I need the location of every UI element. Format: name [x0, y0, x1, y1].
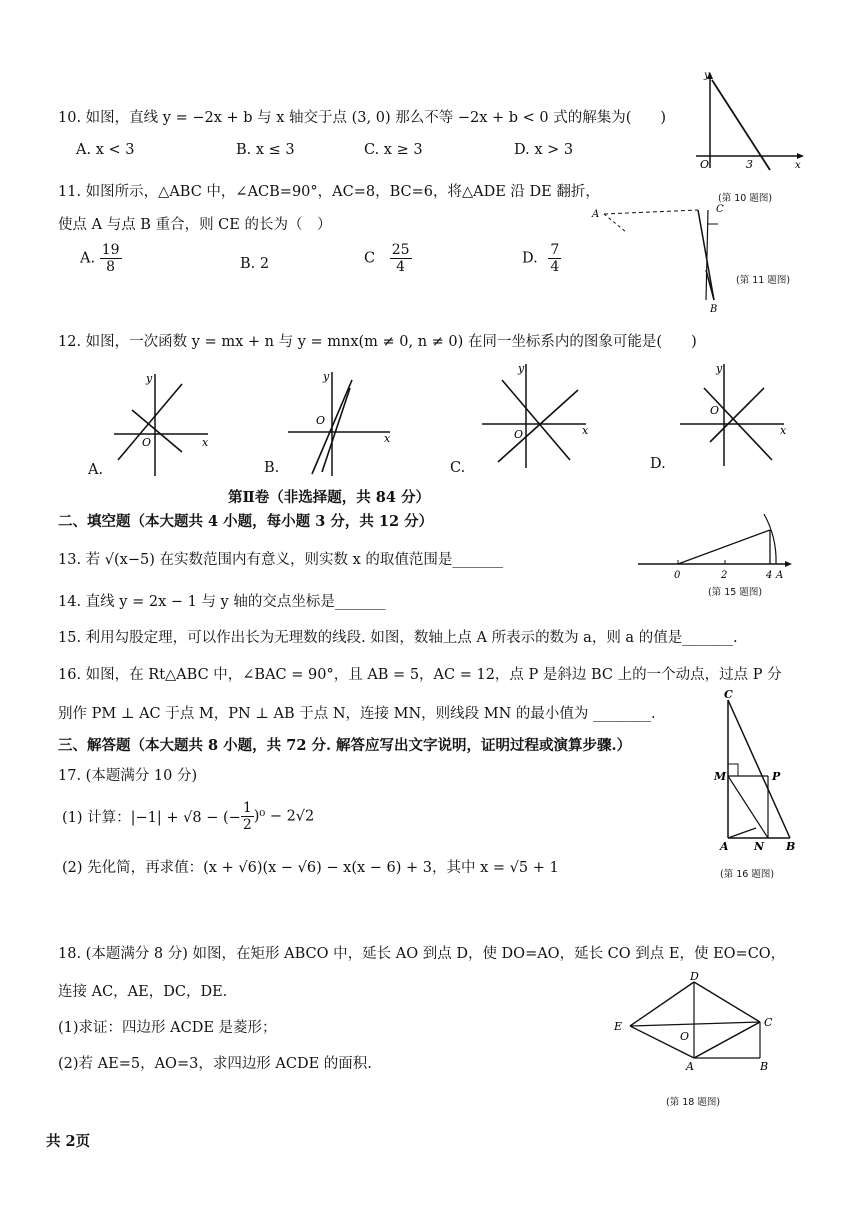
q13-text: 13. 若 √(x−5) 在实数范围内有意义，则实数 x 的取值范围是_______ — [58, 552, 504, 568]
q10-option-d: D. x > 3 — [514, 142, 574, 158]
q10-figure — [690, 70, 810, 180]
q18-fig-d: D — [690, 970, 699, 983]
q15-fig-four: 4 — [766, 570, 773, 581]
q15-text: 15. 利用勾股定理，可以作出长为无理数的线段. 如图，数轴上点 A 所表示的数为 a，则 a 的值是_______. — [58, 630, 738, 646]
q11-a-num: 19 — [101, 242, 120, 258]
q11-caption: (第 11 题图) — [736, 275, 791, 286]
q16-fig-c: C — [724, 688, 733, 701]
q10-fig-y: y — [704, 70, 710, 81]
q16-fig-m: M — [714, 770, 727, 783]
q11-fig-c: C — [716, 204, 724, 215]
q12-b-x: x — [384, 432, 391, 445]
q17-p1-den: 2 — [242, 817, 252, 833]
q12-a-o: O — [142, 436, 152, 449]
q10-text: 10. 如图，直线 y = −2x + b 与 x 轴交于点 (3, 0) 那么不等 −2x + b < 0 式的解集为( ) — [58, 110, 667, 126]
q17-part1-fraction — [241, 800, 254, 833]
q10-fig-three: 3 — [746, 158, 753, 171]
q11-option-c — [364, 242, 412, 275]
q11-line1: 11. 如图所示，△ABC 中，∠ACB=90°，AC=8，BC=6，将△ADE 沿 DE 翻折， — [58, 184, 600, 200]
q12-graph-b — [288, 366, 400, 478]
q15-figure — [636, 508, 796, 588]
q11-option-a-label: A. — [80, 250, 96, 267]
q10-option-b: B. x ≤ 3 — [236, 142, 295, 158]
q12-d-y: y — [716, 362, 723, 375]
q18-line1: 18. (本题满分 8 分) 如图，在矩形 ABCO 中，延长 AO 到点 D，使 DO=AO，延长 CO 到点 E，使 EO=CO， — [58, 946, 786, 962]
q18-fig-a: A — [686, 1060, 694, 1073]
q11-option-d — [522, 242, 561, 275]
q10-option-c: C. x ≥ 3 — [364, 142, 423, 158]
q12-label-b: B. — [264, 460, 280, 476]
q11-option-b: B. 2 — [240, 256, 270, 272]
q11-c-den: 4 — [396, 259, 406, 275]
q16-caption: (第 16 题图) — [720, 869, 775, 880]
q16-line2: 别作 PM ⊥ AC 于点 M，PN ⊥ AB 于点 N，连接 MN，则线段 MN 的最小值为 ________. — [58, 706, 656, 722]
q18-figure — [610, 970, 790, 1080]
q11-c-num: 25 — [391, 242, 410, 258]
q11-option-d-fraction — [548, 242, 561, 275]
q16-fig-p: P — [772, 770, 781, 783]
q10-option-a: A. x < 3 — [76, 142, 135, 158]
q16-fig-n: N — [754, 840, 765, 853]
q18-caption: (第 18 题图) — [666, 1097, 721, 1108]
q18-line3: (1)求证：四边形 ACDE 是菱形； — [58, 1020, 277, 1036]
q11-line2: 使点 A 与点 B 重合，则 CE 的长为（ ） — [58, 217, 332, 233]
q11-d-den: 4 — [550, 259, 560, 275]
q12-d-o: O — [710, 404, 720, 417]
q17-title: 17. (本题满分 10 分) — [58, 768, 198, 784]
q12-c-o: O — [514, 428, 524, 441]
q10-fig-x: x — [795, 160, 801, 171]
part2-heading: 第Ⅱ卷（非选择题，共 84 分） — [228, 489, 430, 506]
q18-fig-c: C — [764, 1016, 773, 1029]
q12-c-x: x — [582, 424, 589, 437]
q10-caption: (第 10 题图) — [718, 193, 773, 204]
q12-c-y: y — [518, 362, 525, 375]
q11-d-num: 7 — [550, 242, 560, 258]
q15-fig-two: 2 — [721, 570, 728, 581]
q12-graph-c — [482, 358, 594, 470]
q15-caption: (第 15 题图) — [708, 587, 763, 598]
q18-fig-e: E — [614, 1020, 623, 1033]
q18-line2: 连接 AC，AE，DC，DE. — [58, 984, 228, 1000]
q11-fig-b: B — [710, 304, 718, 315]
q14-text: 14. 直线 y = 2x − 1 与 y 轴的交点坐标是_______ — [58, 594, 386, 610]
q11-option-c-fraction — [390, 242, 412, 275]
q18-fig-b: B — [760, 1060, 769, 1073]
q15-fig-zero: 0 — [674, 570, 681, 581]
q12-text: 12. 如图，一次函数 y = mx + n 与 y = mnx(m ≠ 0, n ≠ 0) 在同一坐标系内的图象可能是( ) — [58, 334, 697, 350]
q17-part1-post: )⁰ − 2√2 — [253, 808, 315, 825]
q12-b-o: O — [316, 414, 326, 427]
q12-d-x: x — [780, 424, 787, 437]
q16-line1: 16. 如图，在 Rt△ABC 中，∠BAC = 90°，且 AB = 5，AC = 12，点 P 是斜边 BC 上的一个动点，过点 P 分 — [58, 667, 782, 683]
q15-fig-a: A — [776, 570, 784, 581]
q17-part2: (2) 先化简，再求值：(x + √6)(x − √6) − x(x − 6) + 3，其中 x = √5 + 1 — [62, 860, 559, 876]
q12-graph-a — [110, 368, 220, 480]
q12-graph-d — [680, 358, 792, 470]
q18-fig-o: O — [680, 1030, 690, 1043]
q12-a-x: x — [202, 436, 209, 449]
q12-label-a: A. — [88, 462, 104, 478]
page-footer: 共 2页 — [46, 1133, 91, 1150]
q10-fig-o: O — [700, 158, 710, 171]
q11-option-a — [80, 242, 122, 275]
q16-fig-b: B — [786, 840, 796, 853]
q16-figure — [712, 688, 802, 858]
q18-line4: (2)若 AE=5，AO=3，求四边形 ACDE 的面积. — [58, 1056, 372, 1072]
q11-fig-a: A — [592, 209, 600, 220]
q12-label-c: C. — [450, 460, 466, 476]
section3-heading: 三、解答题（本大题共 8 小题，共 72 分. 解答应写出文字说明，证明过程或演算步骤.） — [58, 737, 632, 754]
q11-figure — [592, 200, 732, 315]
q11-a-den: 8 — [106, 259, 116, 275]
q17-p1-num: 1 — [242, 800, 252, 816]
q12-a-y: y — [146, 372, 153, 385]
q12-label-d: D. — [650, 456, 666, 472]
q17-part1 — [62, 800, 314, 833]
q16-fig-a: A — [720, 840, 729, 853]
q17-part1-pre: (1) 计算：|−1| + √8 − (− — [62, 810, 241, 826]
q11-option-d-label: D. — [522, 250, 538, 267]
q12-b-y: y — [323, 370, 330, 383]
section2-heading: 二、填空题（本大题共 4 小题，每小题 3 分，共 12 分） — [58, 513, 434, 530]
q11-option-c-label: C — [364, 250, 376, 267]
q11-option-a-fraction — [100, 242, 122, 275]
